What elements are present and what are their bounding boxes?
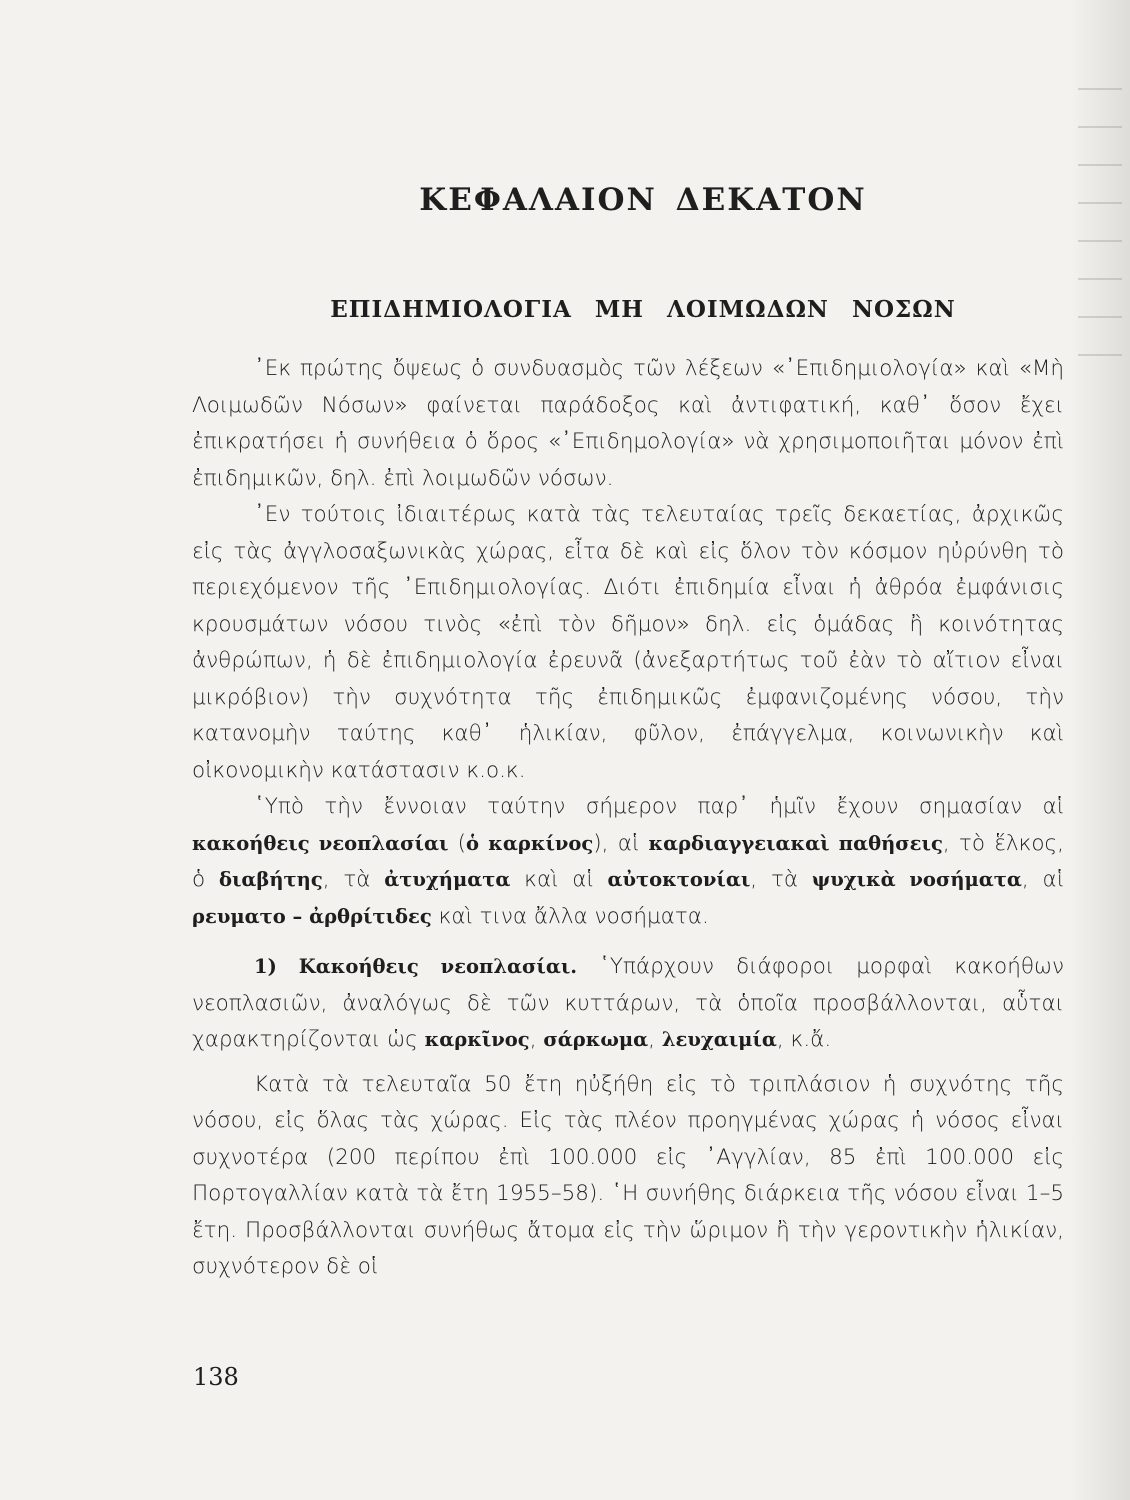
chapter-title: ΚΕΦΑΛΑΙΟΝ ΔΕΚΑΤΟΝ xyxy=(419,182,867,218)
page-number: 138 xyxy=(193,1363,239,1391)
paragraph-epidemiology-scope: ᾿Εν τούτοις ἰδιαιτέρως κατὰ τὰς τελευταίας τρεῖς δεκαετίας, ἀρχικῶς εἰς τὰς ἀγγλοσαξωνικὰς χώρας, εἶτα δὲ καὶ εἰς ὅλον τὸν κόσμον ηὐρύνθη τὸ περιεχόμενον τῆς ᾿Επιδημιολογίας. Διότι ἐπιδημία εἶναι ἡ ἀθρόα ἐμφάνισις κρουσμάτων νόσου τινὸς «ἐπὶ τὸν δῆμον» δηλ. εἰς ὁμάδας ἢ κοινότητας ἀνθρώπων, ἡ δὲ ἐπιδημιολογία ἐρευνᾶ (ἀνεξαρτήτως τοῦ ἐὰν τὸ αἴτιον εἶναι μικρόβιον) τὴν συχνότητα τῆς ἐπιδημικῶς ἐμφανιζομένης νόσου, τὴν κατανομὴν ταύτης καθ᾽ ἡλικίαν, φῦλον, ἐπάγγελμα, κοινωνικὴν καὶ οἰκονομικὴν κατάστασιν κ.ο.κ. xyxy=(192,502,1064,783)
paragraph-neoplasms: 1) Κακοήθεις νεοπλασίαι. ῾Υπάρχουν διάφοροι μορφαὶ κακοήθων νεοπλασιῶν, ἀναλόγως δὲ τῶν κυττάρων, τὰ ὁποῖα προσβάλλονται, αὗται χαρακτηρίζονται ὡς καρκῖνος, σάρκωμα, λευχαιμία, κ.ἄ. xyxy=(192,954,1064,1052)
subsection-heading: 1) Κακοήθεις νεοπλασίαι. xyxy=(254,955,578,978)
paragraph-disease-list: ῾Υπὸ τὴν ἔννοιαν ταύτην σήμερον παρ᾽ ἡμῖν ἔχουν σημασίαν αἱ κακοήθεις νεοπλασίαι (ὁ καρκίνος), αἱ καρδιαγγειακαὶ παθήσεις, τὸ ἕλκος, ὁ διαβήτης, τὰ ἀτυχήματα καὶ αἱ αὐτοκτονίαι, τὰ ψυχικὰ νοσήματα, αἱ ρευματο – ἀρθρίτιδες καὶ τινα ἄλλα νοσήματα. xyxy=(192,794,1064,929)
facing-page-bleed xyxy=(1070,0,1130,1500)
paragraph-frequency: Κατὰ τὰ τελευταῖα 50 ἔτη ηὐξήθη εἰς τὸ τριπλάσιον ἡ συχνότης τῆς νόσου, εἰς ὅλας τὰς χώρας. Εἰς τὰς πλέον προηγμένας χώρας ἡ νόσος εἶναι συχνοτέρα (200 περίπου ἐπὶ 100.000 εἰς ᾿Αγγλίαν, 85 ἐπὶ 100.000 εἰς Πορτογαλλίαν κατὰ τὰ ἔτη 1955–58). ῾Η συνήθης διάρκεια τῆς νόσου εἶναι 1–5 ἔτη. Προσβάλλονται συνήθως ἄτομα εἰς τὴν ὥριμον ἢ τὴν γεροντικὴν ἡλικίαν, συχνότερον δὲ οἱ xyxy=(192,1071,1064,1279)
book-page xyxy=(192,170,1064,1286)
paragraph-intro: ᾿Εκ πρώτης ὄψεως ὁ συνδυασμὸς τῶν λέξεων «᾿Επιδημιολογία» καὶ «Μὴ Λοιμωδῶν Νόσων» φαίνεται παράδοξος καὶ ἀντιφατική, καθ᾽ ὅσον ἔχει ἐπικρατήσει ἡ συνήθεια ὁ ὅρος «᾿Επιδημολογία» νὰ χρησιμοποιῆται μόνον ἐπὶ ἐπιδημικῶν, δηλ. ἐπὶ λοιμωδῶν νόσων. xyxy=(192,356,1064,491)
section-title: ΕΠΙΔΗΜΙΟΛΟΓΙΑ ΜΗ ΛΟΙΜΩΔΩΝ ΝΟΣΩΝ xyxy=(330,296,956,323)
